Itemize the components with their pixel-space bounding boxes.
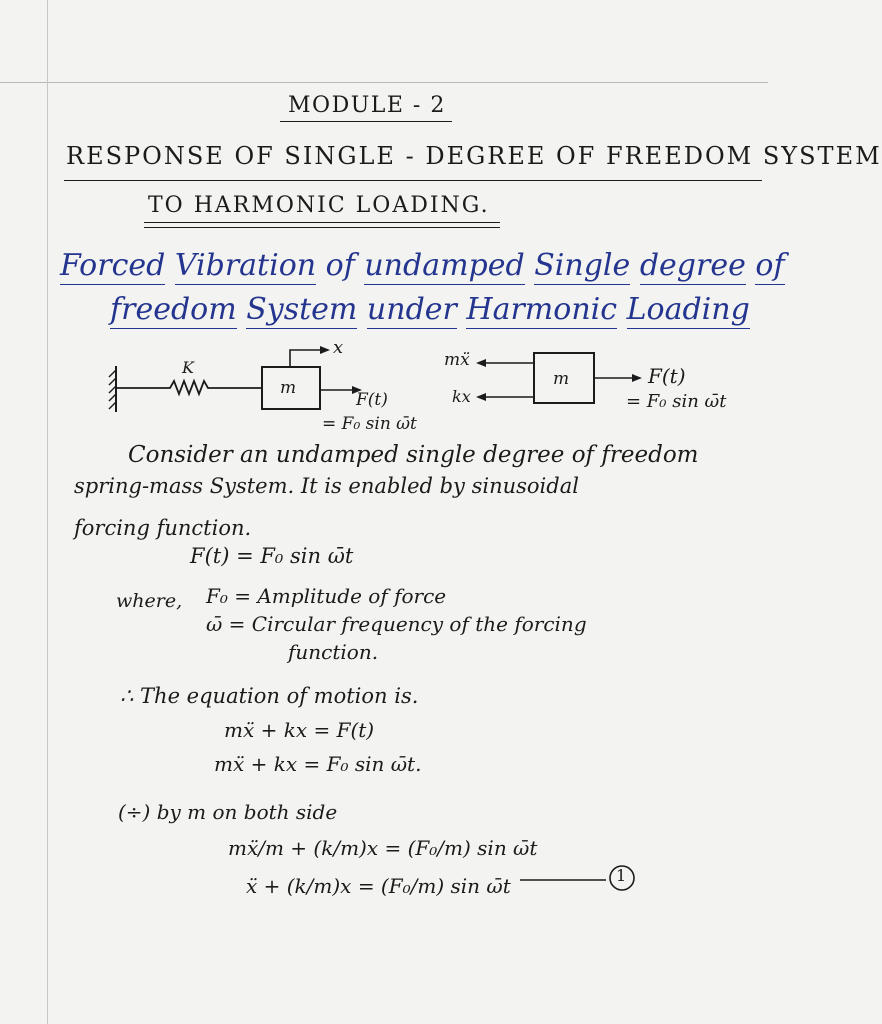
where-label: where, bbox=[116, 590, 183, 612]
section-word-system: System bbox=[246, 292, 358, 327]
eq-final: ẍ + (k/m)x = (F₀/m) sin ω̄t bbox=[246, 874, 511, 898]
displacement-label: x bbox=[333, 337, 344, 358]
chapter-title-line2: TO HARMONIC LOADING. bbox=[148, 193, 490, 218]
eq-motion-2: mẍ + kx = F₀ sin ω̄t. bbox=[214, 752, 422, 776]
spring-force-label: kx bbox=[452, 387, 471, 406]
force-label-right: F(t) bbox=[648, 364, 686, 388]
equation-number: 1 bbox=[616, 866, 627, 885]
body-line-2: spring-mass System. It is enabled by sinusoidal bbox=[74, 474, 579, 498]
def-frequency: ω̄ = Circular frequency of the forcing bbox=[206, 612, 587, 636]
body-line-3: forcing function. bbox=[74, 516, 252, 540]
divide-note: (÷) by m on both side bbox=[118, 800, 338, 824]
section-word-forced: Forced bbox=[60, 248, 166, 283]
eq-divided: mẍ/m + (k/m)x = (F₀/m) sin ω̄t bbox=[228, 836, 538, 860]
section-word-single: Single bbox=[534, 248, 631, 283]
spring-label: K bbox=[182, 358, 194, 377]
motion-intro: ∴ The equation of motion is. bbox=[120, 684, 419, 708]
module-heading: MODULE - 2 bbox=[288, 93, 446, 118]
chapter-title-line1: RESPONSE OF SINGLE - DEGREE OF FREEDOM SYSTEM bbox=[66, 142, 882, 170]
eq-motion-1: mẍ + kx = F(t) bbox=[224, 718, 375, 742]
mass-label-left: m bbox=[280, 378, 297, 398]
section-word-undamped: undamped bbox=[364, 248, 525, 283]
section-word-under: under bbox=[366, 292, 457, 327]
def-frequency-cont: function. bbox=[288, 640, 379, 664]
section-word-degree: degree bbox=[639, 248, 746, 283]
section-word-vibration: Vibration bbox=[174, 248, 317, 283]
inertia-force-label: mẍ bbox=[444, 350, 470, 370]
section-word-of2: of bbox=[755, 248, 785, 283]
body-line-1: Consider an undamped single degree of freedom bbox=[128, 442, 699, 468]
force-value-left: = F₀ sin ω̄t bbox=[322, 414, 417, 434]
section-word-loading: Loading bbox=[626, 292, 750, 327]
force-value-right: = F₀ sin ω̄t bbox=[626, 391, 727, 412]
eq-forcing-function: F(t) = F₀ sin ω̄t bbox=[190, 544, 354, 568]
section-word-freedom: freedom bbox=[110, 292, 237, 327]
force-label-left: F(t) bbox=[356, 390, 388, 410]
section-word-of: of bbox=[325, 248, 355, 283]
mass-label-right: m bbox=[553, 369, 570, 389]
section-word-harmonic: Harmonic bbox=[466, 292, 618, 327]
def-amplitude: F₀ = Amplitude of force bbox=[206, 584, 447, 608]
